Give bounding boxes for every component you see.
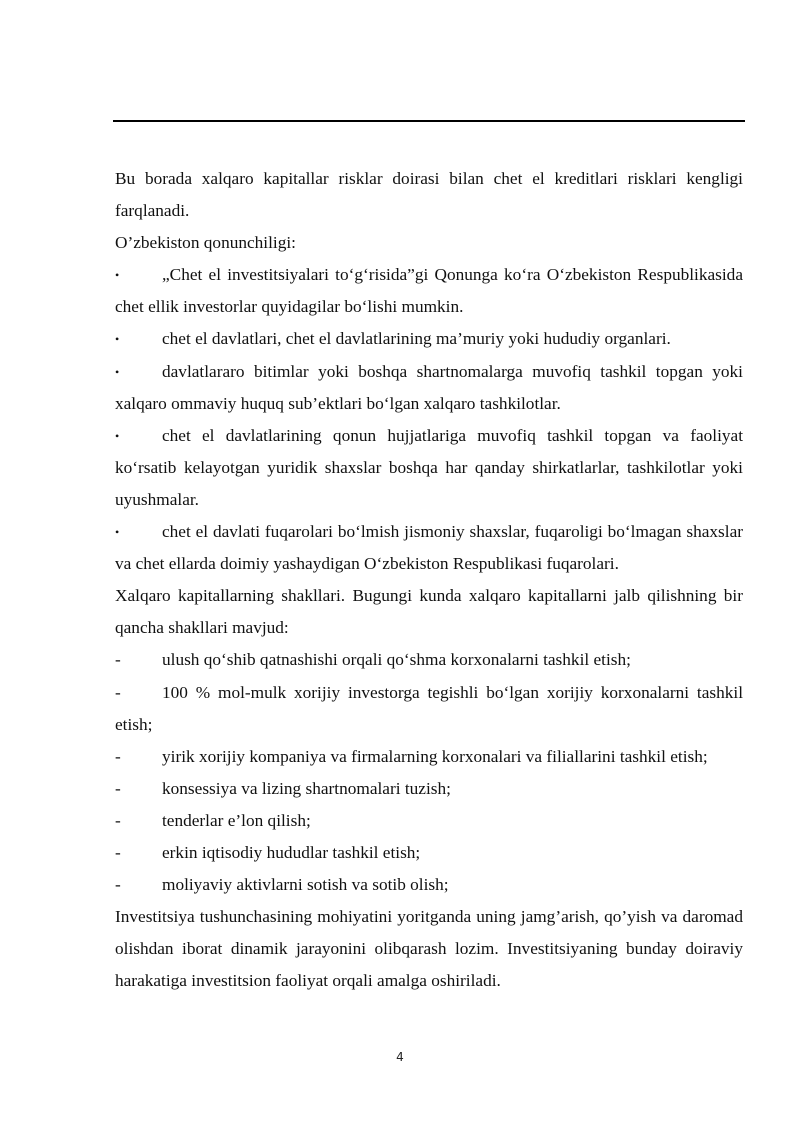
bullet-item	[115, 356, 743, 420]
dash-marker: -	[115, 650, 121, 670]
dash-text: erkin iqtisodiy hududlar tashkil etish;	[162, 842, 421, 862]
dash-item	[115, 741, 743, 773]
bullet-text: chet el davlati fuqarolari bo‘lmish jismoniy shaxslar, fuqaroligi bo‘lmagan shaxslar va chet ellarda doimiy yashaydigan O‘zbekiston Respublikasi fuqarolari.	[115, 522, 743, 574]
bullet-text: „Chet el investitsiyalari to‘g‘risida”gi Qonunga ko‘ra O‘zbekiston Respublikasida chet ellik investorlar quyidagilar bo‘lishi mumkin.	[115, 265, 743, 317]
dash-marker: -	[115, 682, 121, 702]
law-heading: O’zbekiston qonunchiligi:	[115, 233, 296, 253]
dash-text: konsessiya va lizing shartnomalari tuzish;	[162, 778, 451, 798]
dash-marker: -	[115, 875, 121, 895]
dash-text: 100 % mol-mulk xorijiy investorga tegishli bo‘lgan xorijiy korxonalarni tashkil etish;	[115, 682, 743, 734]
dash-text: tenderlar e’lon qilish;	[162, 810, 311, 830]
bullet-text: davlatlararo bitimlar yoki boshqa shartnomalarga muvofiq tashkil topgan yoki xalqaro ommaviy huquq sub’ektlari bo‘lgan xalqaro tashkilotlar.	[115, 361, 743, 413]
dash-text: yirik xorijiy kompaniya va firmalarning korxonalari va filiallarini tashkil etish;	[162, 746, 708, 766]
document-body	[115, 163, 743, 997]
bullet-item	[115, 516, 743, 580]
dash-text: moliyaviy aktivlarni sotish va sotib olish;	[162, 875, 449, 895]
header-rule	[113, 120, 745, 122]
intro-paragraph: Bu borada xalqaro kapitallar risklar doirasi bilan chet el kreditlari risklari kengligi farqlanadi.	[115, 169, 743, 221]
bullet-marker: •	[115, 428, 120, 443]
bullet-item	[115, 323, 743, 355]
forms-intro-paragraph: Xalqaro kapitallarning shakllari. Bugungi kunda xalqaro kapitallarni jalb qilishning bir qancha shakllari mavjud:	[115, 586, 743, 638]
bullet-item	[115, 259, 743, 323]
bullet-marker: •	[115, 525, 120, 540]
dash-item	[115, 837, 743, 869]
dash-item	[115, 805, 743, 837]
page-number: 4	[396, 1050, 404, 1064]
dash-item	[115, 677, 743, 741]
bullet-item	[115, 420, 743, 516]
bullet-text: chet el davlatlarining qonun hujjatlariga muvofiq tashkil topgan va faoliyat ko‘rsatib kelayotgan yuridik shaxslar boshqa har qanday shirkatlarlar, tashkilotlar yoki uyushmalar.	[115, 425, 743, 509]
bullet-marker: •	[115, 268, 120, 283]
bullet-marker: •	[115, 364, 120, 379]
dash-marker: -	[115, 778, 121, 798]
bullet-text: chet el davlatlari, chet el davlatlarining ma’muriy yoki hududiy organlari.	[162, 329, 671, 349]
dash-text: ulush qo‘shib qatnashishi orqali qo‘shma korxonalarni tashkil etish;	[162, 650, 631, 670]
dash-item	[115, 644, 743, 676]
bullet-marker: •	[115, 332, 120, 347]
dash-marker: -	[115, 842, 121, 862]
dash-marker: -	[115, 810, 121, 830]
dash-item	[115, 869, 743, 901]
dash-marker: -	[115, 746, 121, 766]
dash-item	[115, 773, 743, 805]
conclusion-paragraph: Investitsiya tushunchasining mohiyatini yoritganda uning jamg’arish, qo’yish va daromad olishdan iborat dinamik jarayonini olibqarash lozim. Investitsiyaning bunday doiraviy harakatiga investitsion faoliyat orqali amalga oshiriladi.	[115, 907, 743, 991]
